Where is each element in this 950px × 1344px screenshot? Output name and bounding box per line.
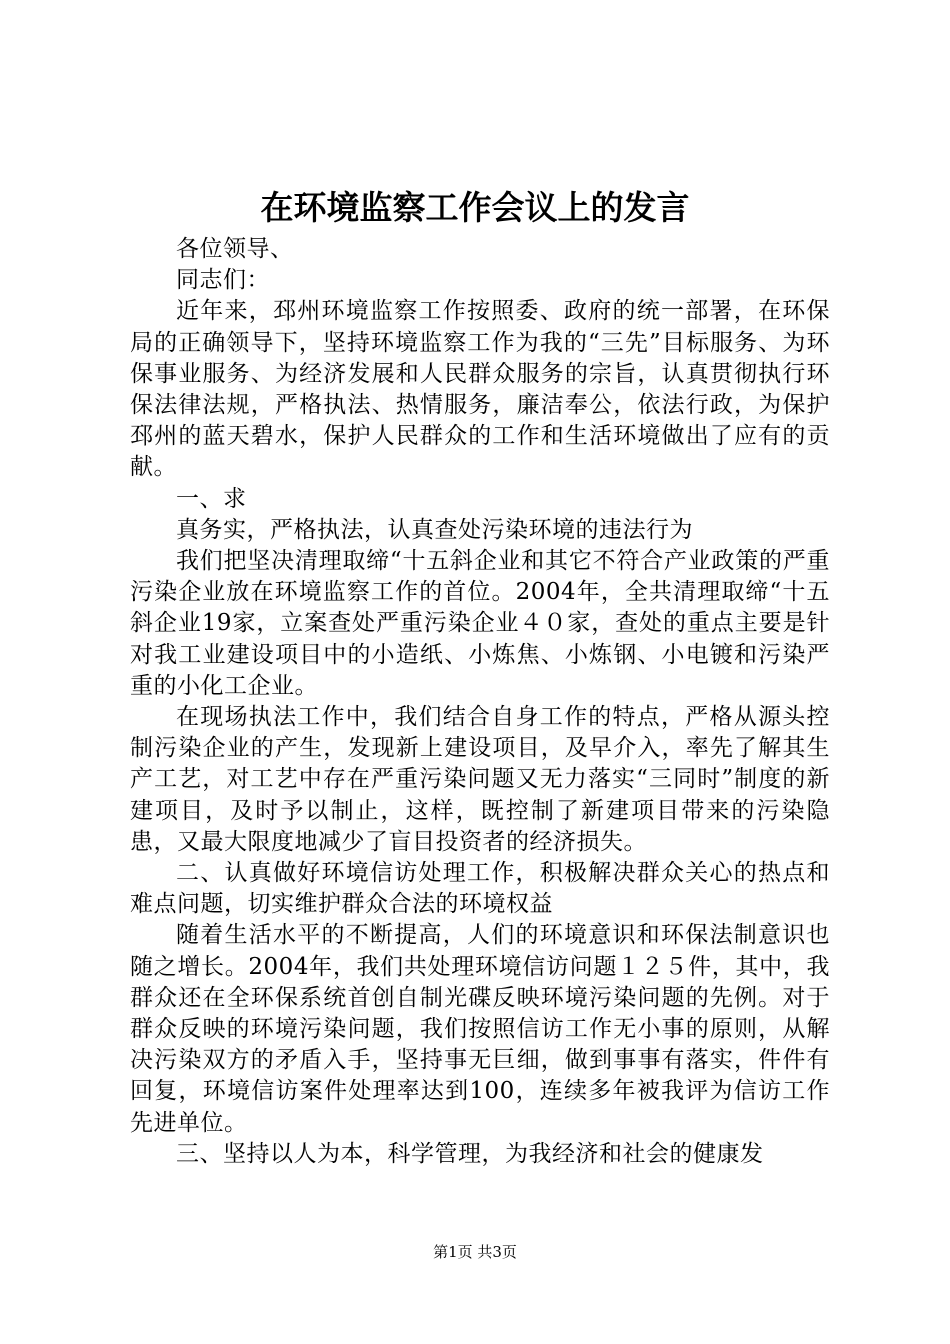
document-title: 在环境监察工作会议上的发言 (260, 188, 690, 227)
document-body (130, 234, 830, 1170)
body-paragraph: 随着生活水平的不断提高，人们的环境意识和环保法制意识也随之增长。2004年，我们共处理环境信访问题１２５件，其中，我群众还在全环保系统首创自制光碟反映环境污染问题的先例。对于群众反映的环境污染问题，我们按照信访工作无小事的原则，从解决污染双方的矛盾入手，坚持事无巨细，做到事事有落实，件件有回复，环境信访案件处理率达到100，连续多年被我评为信访工作先进单位。 (130, 922, 830, 1136)
salutation-comrades: 同志们： (176, 267, 270, 294)
body-paragraph: 在现场执法工作中，我们结合自身工作的特点，严格从源头控制污染企业的产生，发现新上建设项目，及早介入，率先了解其生产工艺，对工艺中存在严重污染问题又无力落实“三同时”制度的新建项目，及时予以制止，这样，既控制了新建项目带来的污染隐患，又最大限度地减少了盲目投资者的经济损失。 (130, 704, 830, 855)
section-heading-3: 三、坚持以人为本，科学管理，为我经济和社会的健康发 (176, 1140, 764, 1167)
section-heading-1b: 真务实，严格执法，认真查处污染环境的违法行为 (176, 516, 693, 543)
section-heading-1a: 一、求 (176, 485, 247, 512)
section-heading-2: 二、认真做好环境信访处理工作，积极解决群众关心的热点和难点问题，切实维护群众合法的环境权益 (130, 860, 830, 918)
body-paragraph: 我们把坚决清理取缔“十五斜企业和其它不符合产业政策的严重污染企业放在环境监察工作的首位。2004年，全共清理取缔“十五斜企业19家，立案查处严重污染企业４０家，查处的重点主要是针对我工业建设项目中的小造纸、小炼焦、小炼钢、小电镀和污染严重的小化工企业。 (130, 548, 830, 699)
salutation-leaders: 各位领导、 (176, 236, 294, 262)
intro-paragraph: 近年来，邳州环境监察工作按照委、政府的统一部署，在环保局的正确领导下，坚持环境监察工作为我的“三先”目标服务、为环保事业服务、为经济发展和人民群众服务的宗旨，认真贯彻执行环保法律法规，严格执法、热情服务，廉洁奉公，依法行政，为保护邳州的蓝天碧水，保护人民群众的工作和生活环境做出了应有的贡献。 (130, 298, 830, 481)
page-footer: 第1页 共3页 (433, 1243, 517, 1261)
